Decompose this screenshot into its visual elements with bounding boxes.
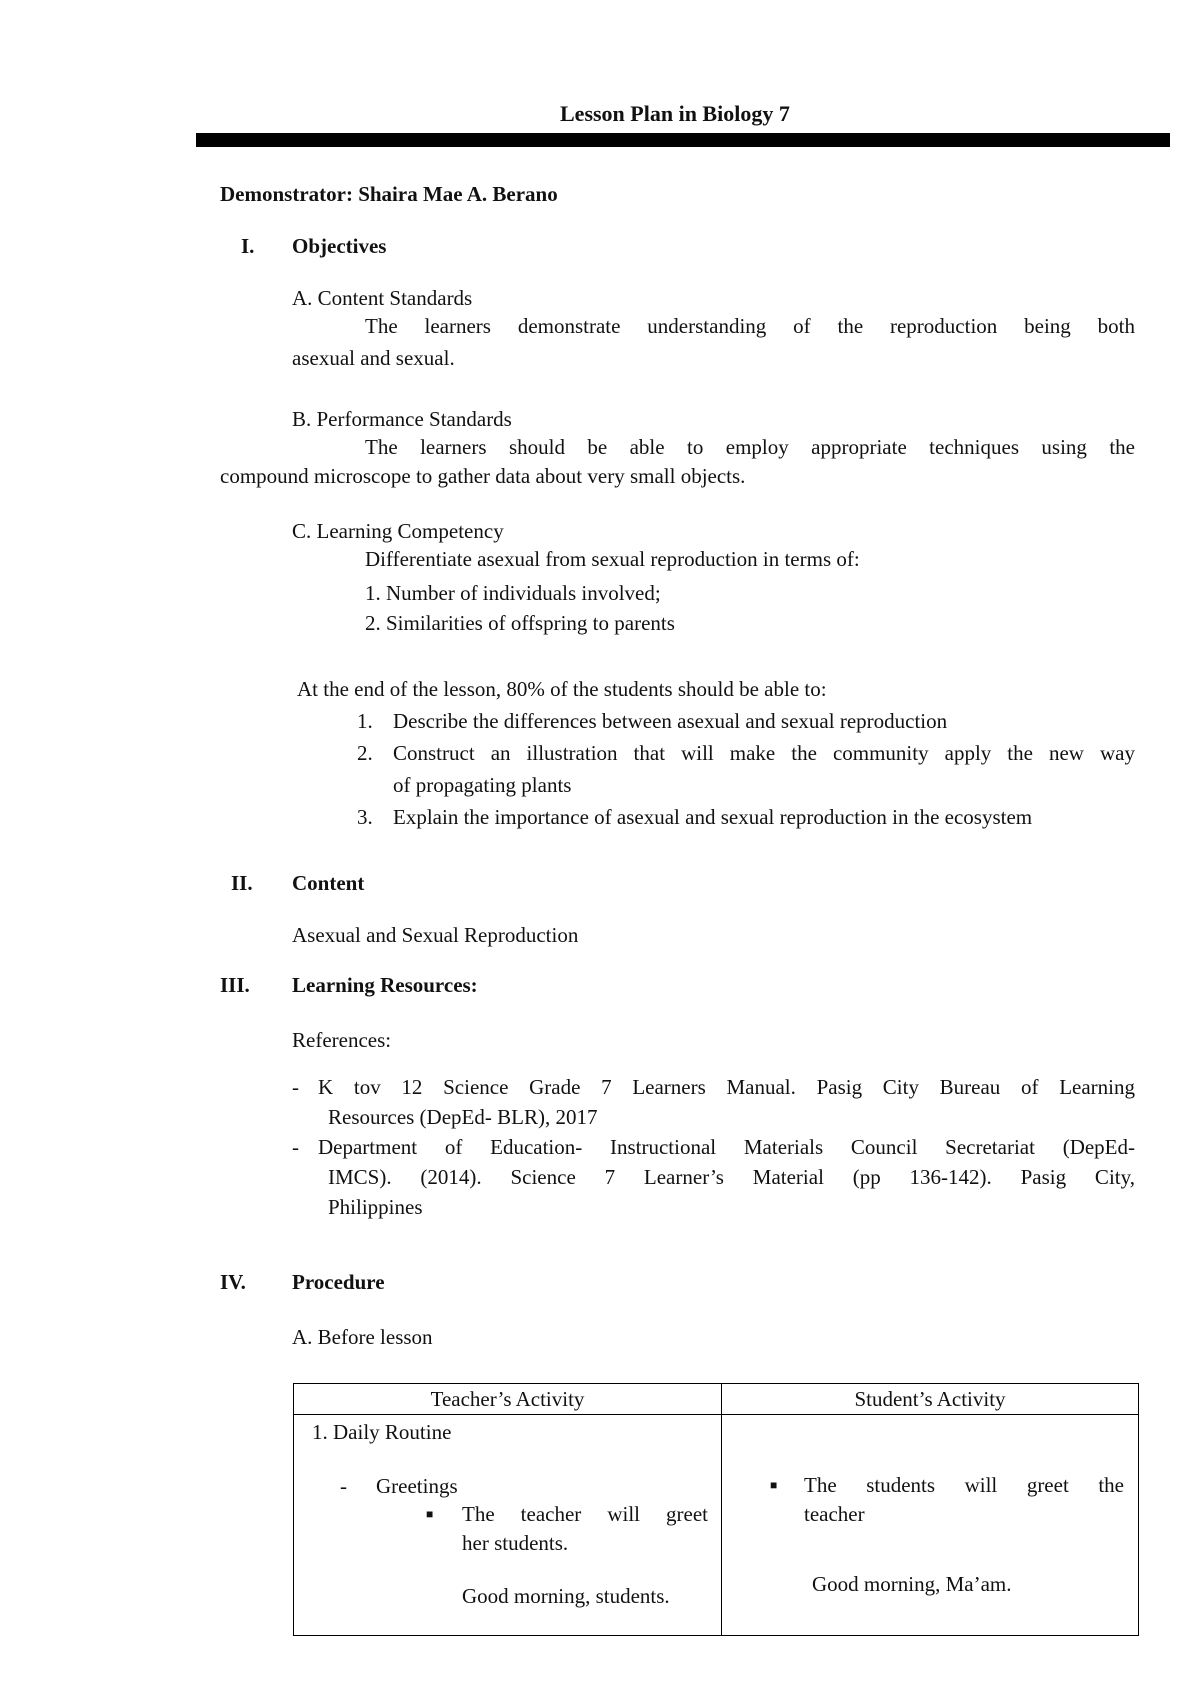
- content-standards-line1: The learners demonstrate understanding of the reproduction being both: [365, 314, 1135, 338]
- reference-1-dash: -: [292, 1075, 299, 1099]
- goal-item-2-continued: of propagating plants: [393, 773, 572, 797]
- competency-item-1: 1. Number of individuals involved;: [365, 581, 661, 605]
- section-numeral-procedure: IV.: [220, 1270, 246, 1294]
- header-rule: [196, 133, 1170, 147]
- section-title-objectives: Objectives: [292, 234, 387, 258]
- reference-2-line2: IMCS). (2014). Science 7 Learner’s Material (pp 136-142). Pasig City,: [328, 1165, 1135, 1189]
- section-title-resources: Learning Resources:: [292, 973, 478, 997]
- reference-2-line3: Philippines: [328, 1195, 423, 1219]
- bullet-icon: ■: [426, 1507, 434, 1521]
- reference-2-line1: Department of Education- Instructional Materials Council Secretariat (DepEd-: [318, 1135, 1135, 1159]
- learning-competency-label: C. Learning Competency: [292, 519, 504, 543]
- lesson-goal-intro: At the end of the lesson, 80% of the students should be able to:: [297, 677, 827, 701]
- teacher-activity-cell: [294, 1415, 722, 1636]
- section-title-procedure: Procedure: [292, 1270, 385, 1294]
- goal-item-3-number: 3.: [357, 805, 373, 829]
- reference-2-dash: -: [292, 1135, 299, 1159]
- page-title: Lesson Plan in Biology 7: [560, 101, 790, 126]
- goal-item-2: Construct an illustration that will make the community apply the new way: [393, 741, 1135, 765]
- section-numeral-resources: III.: [220, 973, 250, 997]
- goal-item-2-number: 2.: [357, 741, 373, 765]
- goal-item-1-number: 1.: [357, 709, 373, 733]
- reference-1-line2: Resources (DepEd- BLR), 2017: [328, 1105, 598, 1129]
- bullet-icon: ■: [770, 1478, 778, 1492]
- content-text: Asexual and Sexual Reproduction: [292, 923, 579, 947]
- daily-routine: 1. Daily Routine: [312, 1420, 452, 1444]
- student-greet-line1: The students will greet the: [804, 1473, 1124, 1497]
- performance-standards-label: B. Performance Standards: [292, 407, 512, 431]
- teacher-greet-line2: her students.: [462, 1531, 569, 1555]
- reference-1-line1: K tov 12 Science Grade 7 Learners Manual. Pasig City Bureau of Learning: [318, 1075, 1135, 1099]
- student-activity-header: Student’s Activity: [722, 1384, 1139, 1415]
- teacher-greet-line1: The teacher will greet: [462, 1502, 708, 1526]
- student-activity-cell: [722, 1415, 1139, 1636]
- performance-standards-line1: The learners should be able to employ appropriate techniques using the: [365, 435, 1135, 459]
- performance-standards-line2: compound microscope to gather data about very small objects.: [220, 464, 746, 488]
- activity-table: [293, 1383, 1139, 1636]
- section-numeral-objectives: I.: [241, 234, 255, 258]
- section-title-content: Content: [292, 871, 365, 895]
- section-numeral-content: II.: [231, 871, 253, 895]
- demonstrator: Demonstrator: Shaira Mae A. Berano: [220, 182, 558, 206]
- procedure-subheading: A. Before lesson: [292, 1325, 433, 1349]
- greetings-dash: -: [340, 1474, 347, 1498]
- content-standards-line2: asexual and sexual.: [292, 346, 455, 370]
- teacher-activity-header: Teacher’s Activity: [294, 1384, 722, 1415]
- learning-competency-intro: Differentiate asexual from sexual reproduction in terms of:: [365, 547, 860, 571]
- content-standards-label: A. Content Standards: [292, 286, 473, 310]
- student-greet-line2: teacher: [804, 1502, 865, 1526]
- competency-item-2: 2. Similarities of offspring to parents: [365, 611, 675, 635]
- greetings-label: Greetings: [376, 1474, 458, 1498]
- goal-item-1: Describe the differences between asexual and sexual reproduction: [393, 709, 948, 733]
- teacher-greeting-speech: Good morning, students.: [462, 1584, 670, 1608]
- student-greeting-speech: Good morning, Ma’am.: [812, 1572, 1012, 1596]
- references-label: References:: [292, 1028, 392, 1052]
- goal-item-3: Explain the importance of asexual and sexual reproduction in the ecosystem: [393, 805, 1033, 829]
